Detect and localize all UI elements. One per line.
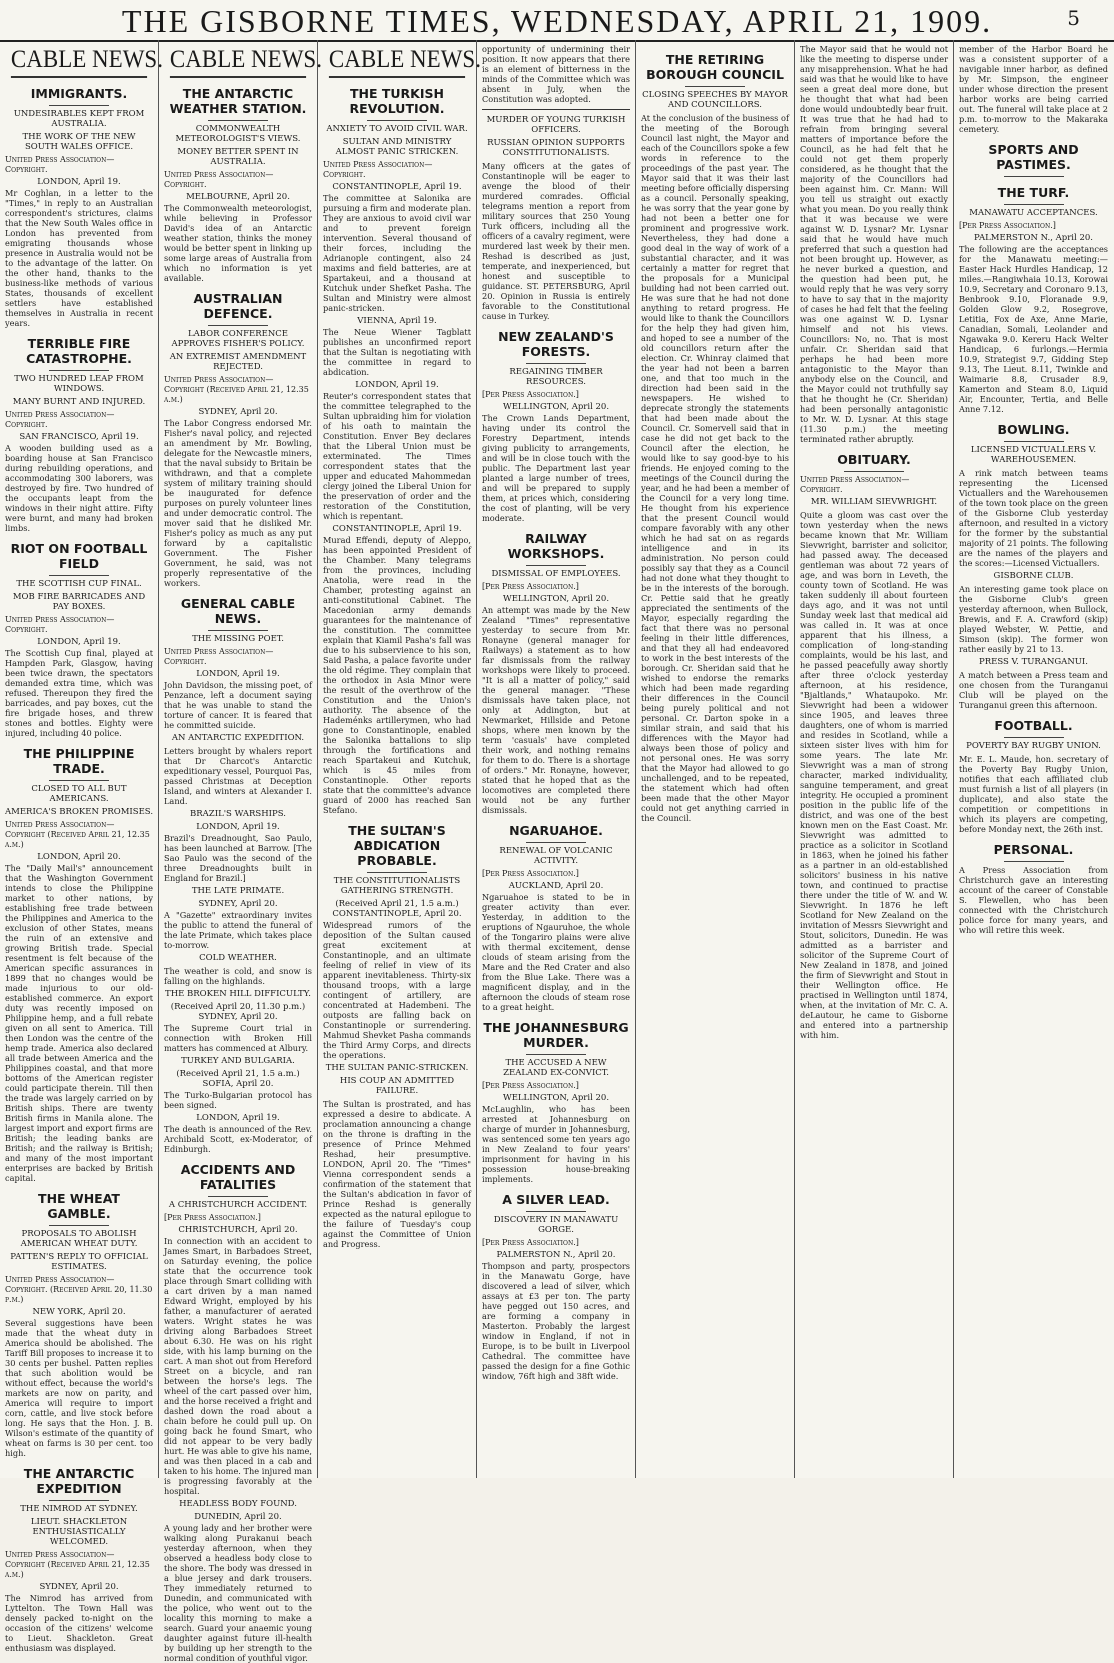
article-body: A rink match between teams representing the Licensed Victuallers and the Warehousemen of the town took place on the green of the Gisborne Club yesterday afternoon, and resulted in a victory for the former by the substantial majority of 21 points. The following are the names of the players and the scores:—Licensed Victuallers. xyxy=(959,468,1108,568)
article-body: The death is announced of the Rev. Archibald Scott, ex-Moderator, of Edinburgh. xyxy=(164,1124,312,1154)
headline: NEW ZEALAND'S FORESTS. xyxy=(482,329,630,364)
dateline: LONDON, April 19. xyxy=(355,380,439,390)
subheading: SULTAN AND MINISTRY ALMOST PANIC STRICKEN. xyxy=(335,137,459,157)
subheading: MONEY BETTER SPENT IN AUSTRALIA. xyxy=(177,147,299,167)
subheading: CLOSING SPEECHES BY MAYOR AND COUNCILLORS. xyxy=(642,90,788,110)
press-credit: [Per Press Association.] xyxy=(959,221,1056,230)
press-credit: United Press Association—Copyright. xyxy=(5,615,115,634)
subheading: RENEWAL OF VOLCANIC ACTIVITY. xyxy=(499,846,613,866)
press-credit: United Press Association—Copyright. xyxy=(164,170,274,189)
subheading: THE MISSING POET. xyxy=(192,634,284,644)
article-body: The committee at Salonika are pursuing a firm and moderate plan. They are anxious to avoid civil war and to prevent foreign intervention. Several thousand of their forces, including the Adrianople contingent, also 24 maxims and field batteries, are at Spartakeui, and a thousand at Kutchuk under Shefket Pasha. The Sultan and Ministry were almost panic-stricken. xyxy=(323,193,471,313)
headline: FOOTBALL. xyxy=(959,718,1108,738)
press-credit: United Press Association—Copyright (Received April 21, 12.35 a.m.) xyxy=(164,375,309,404)
subheading: THE SULTAN PANIC-STRICKEN. xyxy=(325,1063,469,1073)
subheading: LIEUT. SHACKLETON ENTHUSIASTICALLY WELCOMED. xyxy=(30,1517,128,1547)
article-body: Mr Coghlan, in a letter to the "Times," in reply to an Australian correspondent's strictures, claims that the New South Wales office in London has prevented from emigrating thousands whose presence in Australia would not be to the advantage of the latter. On the other hand, thanks to the business-like methods of various States, thousands of excellent settlers have established themselves in Australia in recent years. xyxy=(5,188,153,328)
headline: IMMIGRANTS. xyxy=(5,86,153,106)
article-body: A "Gazette" extraordinary invites the public to attend the funeral of the late Primate, which takes place to-morrow. xyxy=(164,910,312,950)
cable-news-banner: CABLE NEWS. xyxy=(170,46,306,78)
dateline: (Received April 20, 11.30 p.m.) SYDNEY, April 20. xyxy=(170,1002,306,1022)
press-credit: United Press Association—Copyright. xyxy=(164,647,274,666)
press-credit: United Press Association—Copyright. xyxy=(323,160,433,179)
dateline: LONDON, April 19. xyxy=(196,822,280,832)
dateline: (Received April 21, 1.5 a.m.) SOFIA, April 20. xyxy=(176,1069,300,1089)
subheading: THE LATE PRIMATE. xyxy=(191,886,285,896)
dateline: LONDON, April 19. xyxy=(196,1113,280,1123)
subheading: REGAINING TIMBER RESOURCES. xyxy=(509,367,603,387)
dateline: CHRISTCHURCH, April 20. xyxy=(178,1225,298,1235)
dateline: LONDON, April 20. xyxy=(37,852,121,862)
article-body: Brazil's Dreadnought, Sao Paulo, has been launched at Barrow. [The Sao Paulo was the second of the three Dreadnoughts built in England for Brazil.] xyxy=(164,833,312,883)
subheading: AN EXTREMIST AMENDMENT REJECTED. xyxy=(169,352,307,372)
subheading: A CHRISTCHURCH ACCIDENT. xyxy=(168,1200,308,1210)
subheading: TURKEY AND BULGARIA. xyxy=(181,1056,295,1066)
subheading: COMMONWEALTH METEOROLOGIST'S VIEWS. xyxy=(175,124,301,144)
article-body: The Turko-Bulgarian protocol has been signed. xyxy=(164,1090,312,1110)
article-body: A wooden building used as a boarding house at San Francisco during rebuilding operations, and accommodating 300 laborers, was destroyed by fire. Two hundred of the occupants leapt from the windows in their night attire. Fifty were burnt, and many had broken limbs. xyxy=(5,443,153,533)
subheading: THE WORK OF THE NEW SOUTH WALES OFFICE. xyxy=(22,132,136,152)
subheading: PATTEN'S REPLY TO OFFICIAL ESTIMATES. xyxy=(10,1252,148,1272)
article-body: Murad Effendi, deputy of Aleppo, has been appointed President of the Chamber. Many telegrams from the provinces, including Anatolia, were read in the Chamber, protesting against an anti-constitutional Cabinet. The Macedonian army demands guarantees for the maintenance of the constitution. The committee explain that Kiamil Pasha's fall was due to his subservience to his son, Said Pasha, a palace favorite under the old régime. They complain that the orthodox in Asia Minor were the result of the overthrow of the Constitution and the Union's authority. The absence of the Hademénks artillerymen, who had gone to Constantinople, enabled the Salonika battalions to slip through the fortifications and reach Spartakeui and Kutchuk, which is 45 miles from Constantinople. Other reports state that the committee's advance guard of 2000 has reached San Stefano. xyxy=(323,535,471,815)
headline: THE TURKISH REVOLUTION. xyxy=(323,86,471,121)
article-body: A match between a Press team and one chosen from the Turanganui Club will be played on the Turanganui green this afternoon. xyxy=(959,670,1108,710)
subheading: THE BROKEN HILL DIFFICULTY. xyxy=(165,989,311,999)
dateline: NEW YORK, April 20. xyxy=(32,1307,126,1317)
press-credit: United Press Association—Copyright. xyxy=(5,155,115,174)
article-body: Reuter's correspondent states that the committee telegraphed to the Sultan upbraiding him for violation of his oath to maintain the Constitution. Enver Bey declares that the Liberal Union must be exterminated. The Times correspondent states that the upper and educated Mahommedan clergy joined the Liberal Union for the preservation of order and the restoration of the Constitution, which is repentant. xyxy=(323,391,471,521)
headline: TERRIBLE FIRE CATASTROPHE. xyxy=(5,336,153,371)
article-body: An attempt was made by the New Zealand "Times" representative yesterday to secure from Mr. Ronayne (general manager for Railways) a statement as to how far dismissals from the railway workshops were likely to proceed. "It is all a matter of policy," said the general manager. "These dismissals have taken place, not only at Addington, but at Newmarket, Hillside and Petone shops, where men known by the term 'casuals' have completed their work, and nothing remains for them to do. There is a shortage of orders." Mr. Ronayne, however, stated that he hoped that as the locomotives are completed there would not be any further dismissals. xyxy=(482,605,630,815)
article-body: The Commonwealth meteorologist, while believing in Professor David's idea of an Antarctic weather station, thinks the money would be better spent in linking up some large areas of Australia from which no information is yet available. xyxy=(164,203,312,283)
article-body: The Mayor said that he would not like the meeting to disperse under any misapprehension. What he had said was that he would like to have seen a great deal more done, but he thought that what had been done would undoubtedly bear fruit. It was true that he had had to refrain from bringing several matters of importance before the Council, as he had felt that he could not get them properly considered, as he thought that the majority of the Councillors had been against him. Cr. Mann: Will you tell us straight out exactly what you mean. Do you really think that it was because we were against W. D. Lysnar? Mr. Lysnar said that he would have much preferred that such a question had not been brought up. However, as he never burked a question, and the question had been put, he would reply that he was very sorry to have to say that in the majority of cases he had felt that the feeling was one against W. D. Lysnar himself and not his views. Councillors: No, no. That is most unfair. Cr. Sheridan said that perhaps he had been more antagonistic to the Mayor than anybody else on the Council, and the Mayor could not truthfully say that he thought he (Cr. Sheridan) had been personally antagonistic to Mr. W. D. Lysnar. At this stage (11.30 p.m.) the meeting terminated rather abruptly. xyxy=(800,44,948,444)
article-body: The Labor Congress endorsed Mr. Fisher's naval policy, and rejected an amendment by Mr. Bowling, delegate for the Newcastle miners, that the naval subsidy to Britain be withdrawn, and that a complete system of military training should be inaugurated for defence purposes on purely volunteer lines and under democratic control. The mover said that he disliked Mr. Fisher's policy as much as any put forward by a capitalistic Government. The Fisher Government, he said, was not properly representative of the workers. xyxy=(164,418,312,588)
headline: THE TURF. xyxy=(959,185,1108,205)
headline: THE RETIRING BOROUGH COUNCIL xyxy=(641,52,789,87)
dateline: LONDON, April 19. xyxy=(196,669,280,679)
column-7 xyxy=(954,40,1113,1478)
column-6 xyxy=(795,40,954,1478)
subheading: ANXIETY TO AVOID CIVIL WAR. xyxy=(326,124,468,134)
column-5 xyxy=(636,40,795,1478)
dateline: SYDNEY, April 20. xyxy=(198,407,278,417)
dateline: LONDON, April 19. xyxy=(37,637,121,647)
article-body: opportunity of undermining their position. It now appears that there is an element of bitterness in the minds of the Committee which was absent in July, when the Constitution was adopted. xyxy=(482,44,630,104)
headline: THE SULTAN'S ABDICATION PROBABLE. xyxy=(323,823,471,873)
subheading: PRESS V. TURANGANUI. xyxy=(979,657,1088,667)
subheading: MANY BURNT AND INJURED. xyxy=(12,397,146,407)
article-body: The Neue Wiener Tagblatt publishes an unconfirmed report that the Sultan is negotiating with the committee in regard to abdication. xyxy=(323,327,471,377)
article-body: The weather is cold, and snow is falling on the highlands. xyxy=(164,966,312,986)
subheading: AMERICA'S BROKEN PROMISES. xyxy=(5,807,154,817)
subheading: MURDER OF YOUNG TURKISH OFFICERS. xyxy=(486,115,626,135)
dateline: (Received April 21, 1.5 a.m.) CONSTANTINOPLE, April 20. xyxy=(332,899,462,919)
dateline: DUNEDIN, April 20. xyxy=(194,1512,282,1522)
article-body: Letters brought by whalers report that Dr Charcot's Antarctic expeditionary vessel, Pourquoi Pas, passed Christmas at Deception Island, and winters at Alexander I. Land. xyxy=(164,746,312,806)
article-body: The Supreme Court trial in connection with Broken Hill matters has commenced at Albury. xyxy=(164,1023,312,1053)
dateline: PALMERSTON N., April 20. xyxy=(496,1250,616,1260)
headline: AUSTRALIAN DEFENCE. xyxy=(164,291,312,326)
press-credit: [Per Press Association.] xyxy=(482,1238,579,1247)
subheading: MANAWATU ACCEPTANCES. xyxy=(969,208,1098,218)
press-credit: United Press Association—Copyright. (Received April 20, 11.30 p.m.) xyxy=(5,1275,153,1304)
article-body: At the conclusion of the business of the meeting of the Borough Council last night, the Mayor and each of the Councillors spoke a few words in reference to the proceedings of the past year. The Mayor said that it was their last meeting before officially dispersing as a council. Personally speaking, he was sorry that the year gone by had not been a better one for prominent and progressive work. Nevertheless, they had done a good deal in the way of work of a substantial character, and it was certainly a matter for regret that the proposals for a Municipal building had not been carried out. He was sure that he had not done anything to retard progress. He would like to thank the Councillors for the help they had given him, and hoped to see a number of the old councillors return after the election. Cr. Whinray claimed that the year had not been a barren one, and that too much in the direction had been said in the newspapers. He wished to deprecate strongly the statements that had been made about the Council. Cr. Somervell said that in case he did not get back to the Council after the election, he would like to say good-bye to his friends. He enjoyed coming to the meetings of the Council during the year, and he had been a member of the Council for a very long time. He thought from his experience that the present Council would compare favorably with any other which he had sat on as regards intelligence and in its administration. No person could possibly say that they as a Council had not done what they thought to be in the interests of the borough. Cr. Pettie said that he greatly appreciated the sentiments of the Mayor, especially regarding the fact that there was no personal feeling in their little differences, and that they all had endeavored to work in the best interests of the borough. Cr. Sheridan said that he wished to endorse the remarks which had been made regarding their differences in the Council being purely political and not personal. Cr. Darton spoke in a similar strain, and said that his differences with the Mayor had always been those of policy and not personal ones. He was sorry that the Mayor had allowed to go unchallenged, and to be repeated, the statement which had often been made that the other Mayor could not get anything carried in the Council. xyxy=(641,113,789,823)
column-1 xyxy=(0,40,163,1653)
dateline: WELLINGTON, April 20. xyxy=(502,402,610,412)
article-body: John Davidson, the missing poet, of Penzance, left a document saying that he was unable to stand the torture of cancer. It is feared that he committed suicide. xyxy=(164,680,312,730)
article-body: The following are the acceptances for the Manawatu meeting:— Easter Hack Hurdles Handicap, 12 miles.—Rangiwhaia 10.13, Korowai 10.9, Secretary and Coronaro 9.13, Benbrook 9.10, Floranade 9.9, Golden Glow 9.2, Rosegrove, Letitia, Fox de Axe, Anne Marie, Canadian, Somali, Leolander and Ngawaka 9.0. Kereru Hack Welter Handicap, 6 furlongs.—Hermia 10.9, Strategist 9.7, Gidding Step 9.13, The Lieut. 8.11, Twinkle and Waimarie 8.8, Crusader 8.9, Kamerton and Steam 8.0, Liquid Air, Encounter, Tertia, and Belle Anne 7.12. xyxy=(959,244,1108,414)
subheading: THE SCOTTISH CUP FINAL. xyxy=(16,579,142,589)
dateline: SAN FRANCISCO, April 19. xyxy=(19,432,139,442)
article-body: McLaughlin, who has been arrested at Johannesburg on charge of murder in Johannesburg, was sentenced some ten years ago in New Zealand to four years' imprisonment for having in his possession house-breaking implements. xyxy=(482,1104,630,1184)
dateline: VIENNA, April 19. xyxy=(357,316,437,326)
columns xyxy=(0,40,1114,1663)
article-body: member of the Harbor Board he was a consistent supporter of a navigable inner harbor, as defined by Mr. Simpson, the engineer under whose direction the present harbor works are being carried out. The funeral will take place at 2 p.m. to-morrow to the Makaraka cemetery. xyxy=(959,44,1108,134)
article-body: The Nimrod has arrived from Lyttelton. The Town Hall was densely packed to-night on the occasion of the citizens' welcome to Lieut. Shackleton. Great enthusiasm was displayed. xyxy=(5,1593,153,1653)
article-body: Quite a gloom was cast over the town yesterday when the news became known that Mr. William Sievwright, barrister and solicitor, had passed away. The deceased gentleman was about 72 years of age, and was born in Leveth, the county town of Scotland. He was taken suddenly ill about fourteen days ago, and it was not until Sunday week last that medical aid was called in. It was at once apparent that his illness, a complication of long-standing complaints, would be his last, and he passed peacefully away shortly after three o'clock yesterday afternoon, at his residence, "Bjaltlands," Whataupoko. Mr. Sievwright had been a widower since 1905, and leaves three daughters, one of whom is married and resides in Scotland, while a sixteen sister lives with him for some years. The late Mr. Sievwright was a man of strong character, marked individuality, sanguine temperament, and great integrity. He occupied a prominent position in the public life of the district, and was one of the best known men on the East Coast. Mr. Sievwright was admitted to practice as a solicitor in Scotland in 1863, when he joined his father as a partner in an old-established solicitors' business in his native town, and continued to practise there under the title of W. and W. Sievwright. In 1876 he left Scotland for New Zealand on the invitation of Messrs Sievwright and Stout, solicitors, Dunedin. He was admitted as a barrister and solicitor of the Supreme Court of New Zealand in 1878, and joined the firm of Sievwright and Stout in their Wellington office. He practised in Wellington until 1874, when, at the invitation of Mr. C. A. deLautour, he came to Gisborne and entered into a partnership with him. xyxy=(800,510,948,1040)
headline: SPORTS AND PASTIMES. xyxy=(959,142,1108,177)
subheading: COLD WEATHER. xyxy=(199,953,277,963)
headline: RAILWAY WORKSHOPS. xyxy=(482,531,630,566)
subheading: THE NIMROD AT SYDNEY. xyxy=(20,1504,138,1514)
dateline: CONSTANTINOPLE, April 19. xyxy=(332,182,462,192)
dateline: AUCKLAND, April 20. xyxy=(508,881,604,891)
subheading: MOB FIRE BARRICADES AND PAY BOXES. xyxy=(12,592,146,612)
subheading: PROPOSALS TO ABOLISH AMERICAN WHEAT DUTY. xyxy=(20,1229,138,1249)
masthead xyxy=(0,0,1114,42)
subheading: DISCOVERY IN MANAWATU GORGE. xyxy=(493,1215,619,1235)
headline: OBITUARY. xyxy=(800,452,948,472)
headline: THE WHEAT GAMBLE. xyxy=(5,1191,153,1226)
subheading: LABOR CONFERENCE APPROVES FISHER'S POLICY. xyxy=(171,329,305,349)
subheading: BRAZIL'S WARSHIPS. xyxy=(190,809,286,819)
column-3 xyxy=(318,40,481,1478)
dateline: LONDON, April 19. xyxy=(37,177,121,187)
article-body: In connection with an accident to James Smart, in Barbadoes Street, on Saturday evening, the police state that the occurrence took place through Smart colliding with a cart driven by a man named Edward Wright, employed by his father, a manufacturer of aerated waters. Wright states he was driving along Barbadoes Street about 6.30. He was on his right side, with his lamp burning on the cart. A man shot out from Hereford Street on a bicycle, and ran between the horse's legs. The wheel of the cart passed over him, and the horse received a fright and dashed down the road about a chain before he could pull up. On going back he found Smart, who did not appear to be very badly hurt. He was able to give his name, and was then placed in a cab and taken to his home. The injured man is progressing favorably at the hospital. xyxy=(164,1236,312,1496)
dateline: MELBOURNE, April 20. xyxy=(186,192,290,202)
press-credit: [Per Press Association.] xyxy=(164,1213,261,1222)
masthead-title: THE GISBORNE TIMES, WEDNESDAY, APRIL 21, 1909. xyxy=(121,3,993,39)
article-body: Widespread rumors of the deposition of the Sultan caused great excitement at Constantinople, and an ultimate feeling of relief in view of its apparent inevitableness. Thirty-six thousand troops, with a large contingent of artillery, are concentrated at Hadembeni. The outposts are falling back on Constantinople or surrendering. Mahmud Shevket Pasha commands the Third Army Corps, and directs the operations. xyxy=(323,920,471,1060)
subheading: DISMISSAL OF EMPLOYEES. xyxy=(491,569,621,579)
dateline: WELLINGTON, April 20. xyxy=(502,1093,610,1103)
article-body: The Scottish Cup final, played at Hampden Park, Glasgow, having been twice drawn, the spectators demanded extra time, which was refused. Thereupon they fired the barricades, and pay boxes, cut the fire brigade hoses, and threw stones and bottles. Eighty were injured, including 40 police. xyxy=(5,648,153,738)
subheading: THE CONSTITUTIONALISTS GATHERING STRENGTH. xyxy=(333,876,461,896)
dateline: PALMERSTON N., April 20. xyxy=(974,233,1093,243)
divider xyxy=(482,109,630,110)
subheading: THE ACCUSED A NEW ZEALAND EX-CONVICT. xyxy=(503,1058,609,1078)
subheading: HIS COUP AN ADMITTED FAILURE. xyxy=(339,1076,455,1096)
press-credit: United Press Association—Copyright (Received April 21, 12.35 a.m.) xyxy=(5,820,150,849)
headline: NGARUAHOE. xyxy=(482,823,630,843)
subheading: TWO HUNDRED LEAP FROM WINDOWS. xyxy=(14,374,144,394)
press-credit: [Per Press Association.] xyxy=(482,390,579,399)
article-body: The Sultan is prostrated, and has expressed a desire to abdicate. A proclamation announcing a change on the throne is drafting in the presence of Prince Mehmed Reshad, heir presumptive. LONDON, April 20. The "Times" Vienna correspondent sends a confirmation of the statement that the Sultan's abdication in favor of Prince Reshad is generally expected as the natural epilogue to the failure of Tuesday's coup against the Committee of Union and Progress. xyxy=(323,1099,471,1249)
dateline: WELLINGTON, April 20. xyxy=(502,594,610,604)
press-credit: United Press Association—Copyright. xyxy=(800,475,910,494)
headline: ACCIDENTS AND FATALITIES xyxy=(164,1162,312,1197)
cable-news-banner: CABLE NEWS. xyxy=(11,46,147,78)
article-body: Thompson and party, prospectors in the Manawatu Gorge, have discovered a lead of silver, which assays at £3 per ton. The party have pegged out 150 acres, and are forming a company in Masterton. Probably the largest window in England, if not in Europe, is to be built in Liverpool Cathedral. The committee have passed the design for a fine Gothic window, 76ft high and 38ft wide. xyxy=(482,1261,630,1381)
headline: PERSONAL. xyxy=(959,842,1108,862)
article-body: The "Daily Mail's" announcement that the Washington Government intends to close the Philippine market to other nations, by establishing free trade between the Philippines and America to the exclusion of other States, means the ruin of an extensive and growing British trade. Special resentment is felt because of the American specific assurances in 1899 that no changes would be made injurious to our old-established commerce. An export duty was recently imposed on Philippine hemp, and a full rebate given on all sent to America. Till then London was the centre of the hemp trade. America also declared all trade between America and the Philippines coastal, and that more bottoms of the American register could participate therein. Till then the trade was largely carried on by British ships. There are twenty British firms in Manila alone. The largest import and export firms are British; the leading banks are British; and the railway is British; and many of the most important enterprises are backed by British capital. xyxy=(5,863,153,1183)
headline: A SILVER LEAD. xyxy=(482,1192,630,1212)
press-credit: United Press Association—Copyright. xyxy=(5,410,115,429)
dateline: SYDNEY, April 20. xyxy=(39,1582,119,1592)
article-body: An interesting game took place on the Gisborne Club's green yesterday afternoon, when Bullock, Brewis, and F. A. Crawford (skip) played Webster, W. Pettie, and Simson (skip). The former won rather easily by 21 to 13. xyxy=(959,584,1108,654)
article-body: Ngaruahoe is stated to be in greater activity than ever. Yesterday, in addition to the eruptions of Ngauruhoe, the whole of the Tongariro plains were alive with thermal excitement, dense clouds of steam arising from the Mare and the Red Crater and also from the Blue Lake. There was a magnificent display, and in the afternoon the clouds of steam rose to a great height. xyxy=(482,892,630,1012)
headline: THE ANTARCTIC EXPEDITION xyxy=(5,1466,153,1501)
headline: THE ANTARCTIC WEATHER STATION. xyxy=(164,86,312,121)
article-body: A Press Association from Christchurch gave an interesting account of the career of Constable S. Flewellen, who has been connected with the Christchurch police force for many years, and who will retire this week. xyxy=(959,865,1108,935)
subheading: LICENSED VICTUALLERS V. WAREHOUSEMEN. xyxy=(970,445,1097,465)
press-credit: [Per Press Association.] xyxy=(482,1081,579,1090)
headline: THE PHILIPPINE TRADE. xyxy=(5,746,153,781)
headline: GENERAL CABLE NEWS. xyxy=(164,596,312,631)
press-credit: United Press Association—Copyright (Received April 21, 12.35 a.m.) xyxy=(5,1550,150,1579)
headline: THE JOHANNESBURG MURDER. xyxy=(482,1020,630,1055)
column-2 xyxy=(159,40,322,1663)
headline: RIOT ON FOOTBALL FIELD xyxy=(5,541,153,576)
column-4 xyxy=(477,40,636,1478)
article-body: A young lady and her brother were walking along Purakanui beach yesterday afternoon, when they observed a headless body close to the shore. The body was dressed in a blue jersey and dark trousers. They immediately returned to Dunedin, and communicated with the police, who went out to the locality this morning to make a search. Guard your anaemic young daughter against future ill-health by building up her strength to the normal condition of youthful vigor. xyxy=(164,1523,312,1663)
article-body: Several suggestions have been made that the wheat duty in America should be abolished. The Tariff Bill proposes to increase it to 30 cents per bushel. Patten replies that such abolition would be without effect, because the world's markets are now on parity, and America will require to import corn, cattle, and live stock before long. He says that the Hon. J. B. Wilson's estimate of the quantity of wheat on farms is 30 per cent. too high. xyxy=(5,1318,153,1458)
press-credit: [Per Press Association.] xyxy=(482,869,579,878)
subheading: AN ANTARCTIC EXPEDITION. xyxy=(171,733,305,743)
subheading: CLOSED TO ALL BUT AMERICANS. xyxy=(31,784,127,804)
cable-news-banner: CABLE NEWS. xyxy=(329,46,465,78)
subheading: MR. WILLIAM SIEVWRIGHT. xyxy=(810,497,938,507)
article-body: The Crown Lands Department, having under its control the Forestry Department, intends giving publicity to arrangements, and will be in close touch with the public. The Department last year planted a large number of trees, and will be prepared to supply them, at prices which, considering the cost of planting, will be very moderate. xyxy=(482,413,630,523)
subheading: POVERTY BAY RUGBY UNION. xyxy=(966,741,1101,751)
subheading: UNDESIRABLES KEPT FROM AUSTRALIA. xyxy=(13,109,145,129)
dateline: CONSTANTINOPLE, April 19. xyxy=(332,524,462,534)
subheading: HEADLESS BODY FOUND. xyxy=(179,1499,297,1509)
subheading: GISBORNE CLUB. xyxy=(993,571,1074,581)
subheading: RUSSIAN OPINION SUPPORTS CONSTITUTIONALISTS. xyxy=(487,138,625,158)
article-body: Mr. E. L. Maude, hon. secretary of the Poverty Bay Rugby Union, notifies that each affiliated club must furnish a list of all players (in duplicate), and also state the competition or competitions in which its players are competing, before Monday next, the 26th inst. xyxy=(959,754,1108,834)
press-credit: [Per Press Association.] xyxy=(482,582,579,591)
dateline: SYDNEY, April 20. xyxy=(198,899,278,909)
article-body: Many officers at the gates of Constantinople will be eager to avenge the blood of their murdered comrades. Official telegrams mention a report from military sources that 250 Young Turk officers, including all the officers of a cavalry regiment, were murdered last week by their men. Reshad is described as just, temperate, and inexperienced, but honest and susceptible to guidance. ST. PETERSBURG, April 20. Opinion in Russia is entirely favorable to the Constitutional cause in Turkey. xyxy=(482,161,630,321)
headline: BOWLING. xyxy=(959,422,1108,442)
page-number: 5 xyxy=(1067,6,1080,30)
